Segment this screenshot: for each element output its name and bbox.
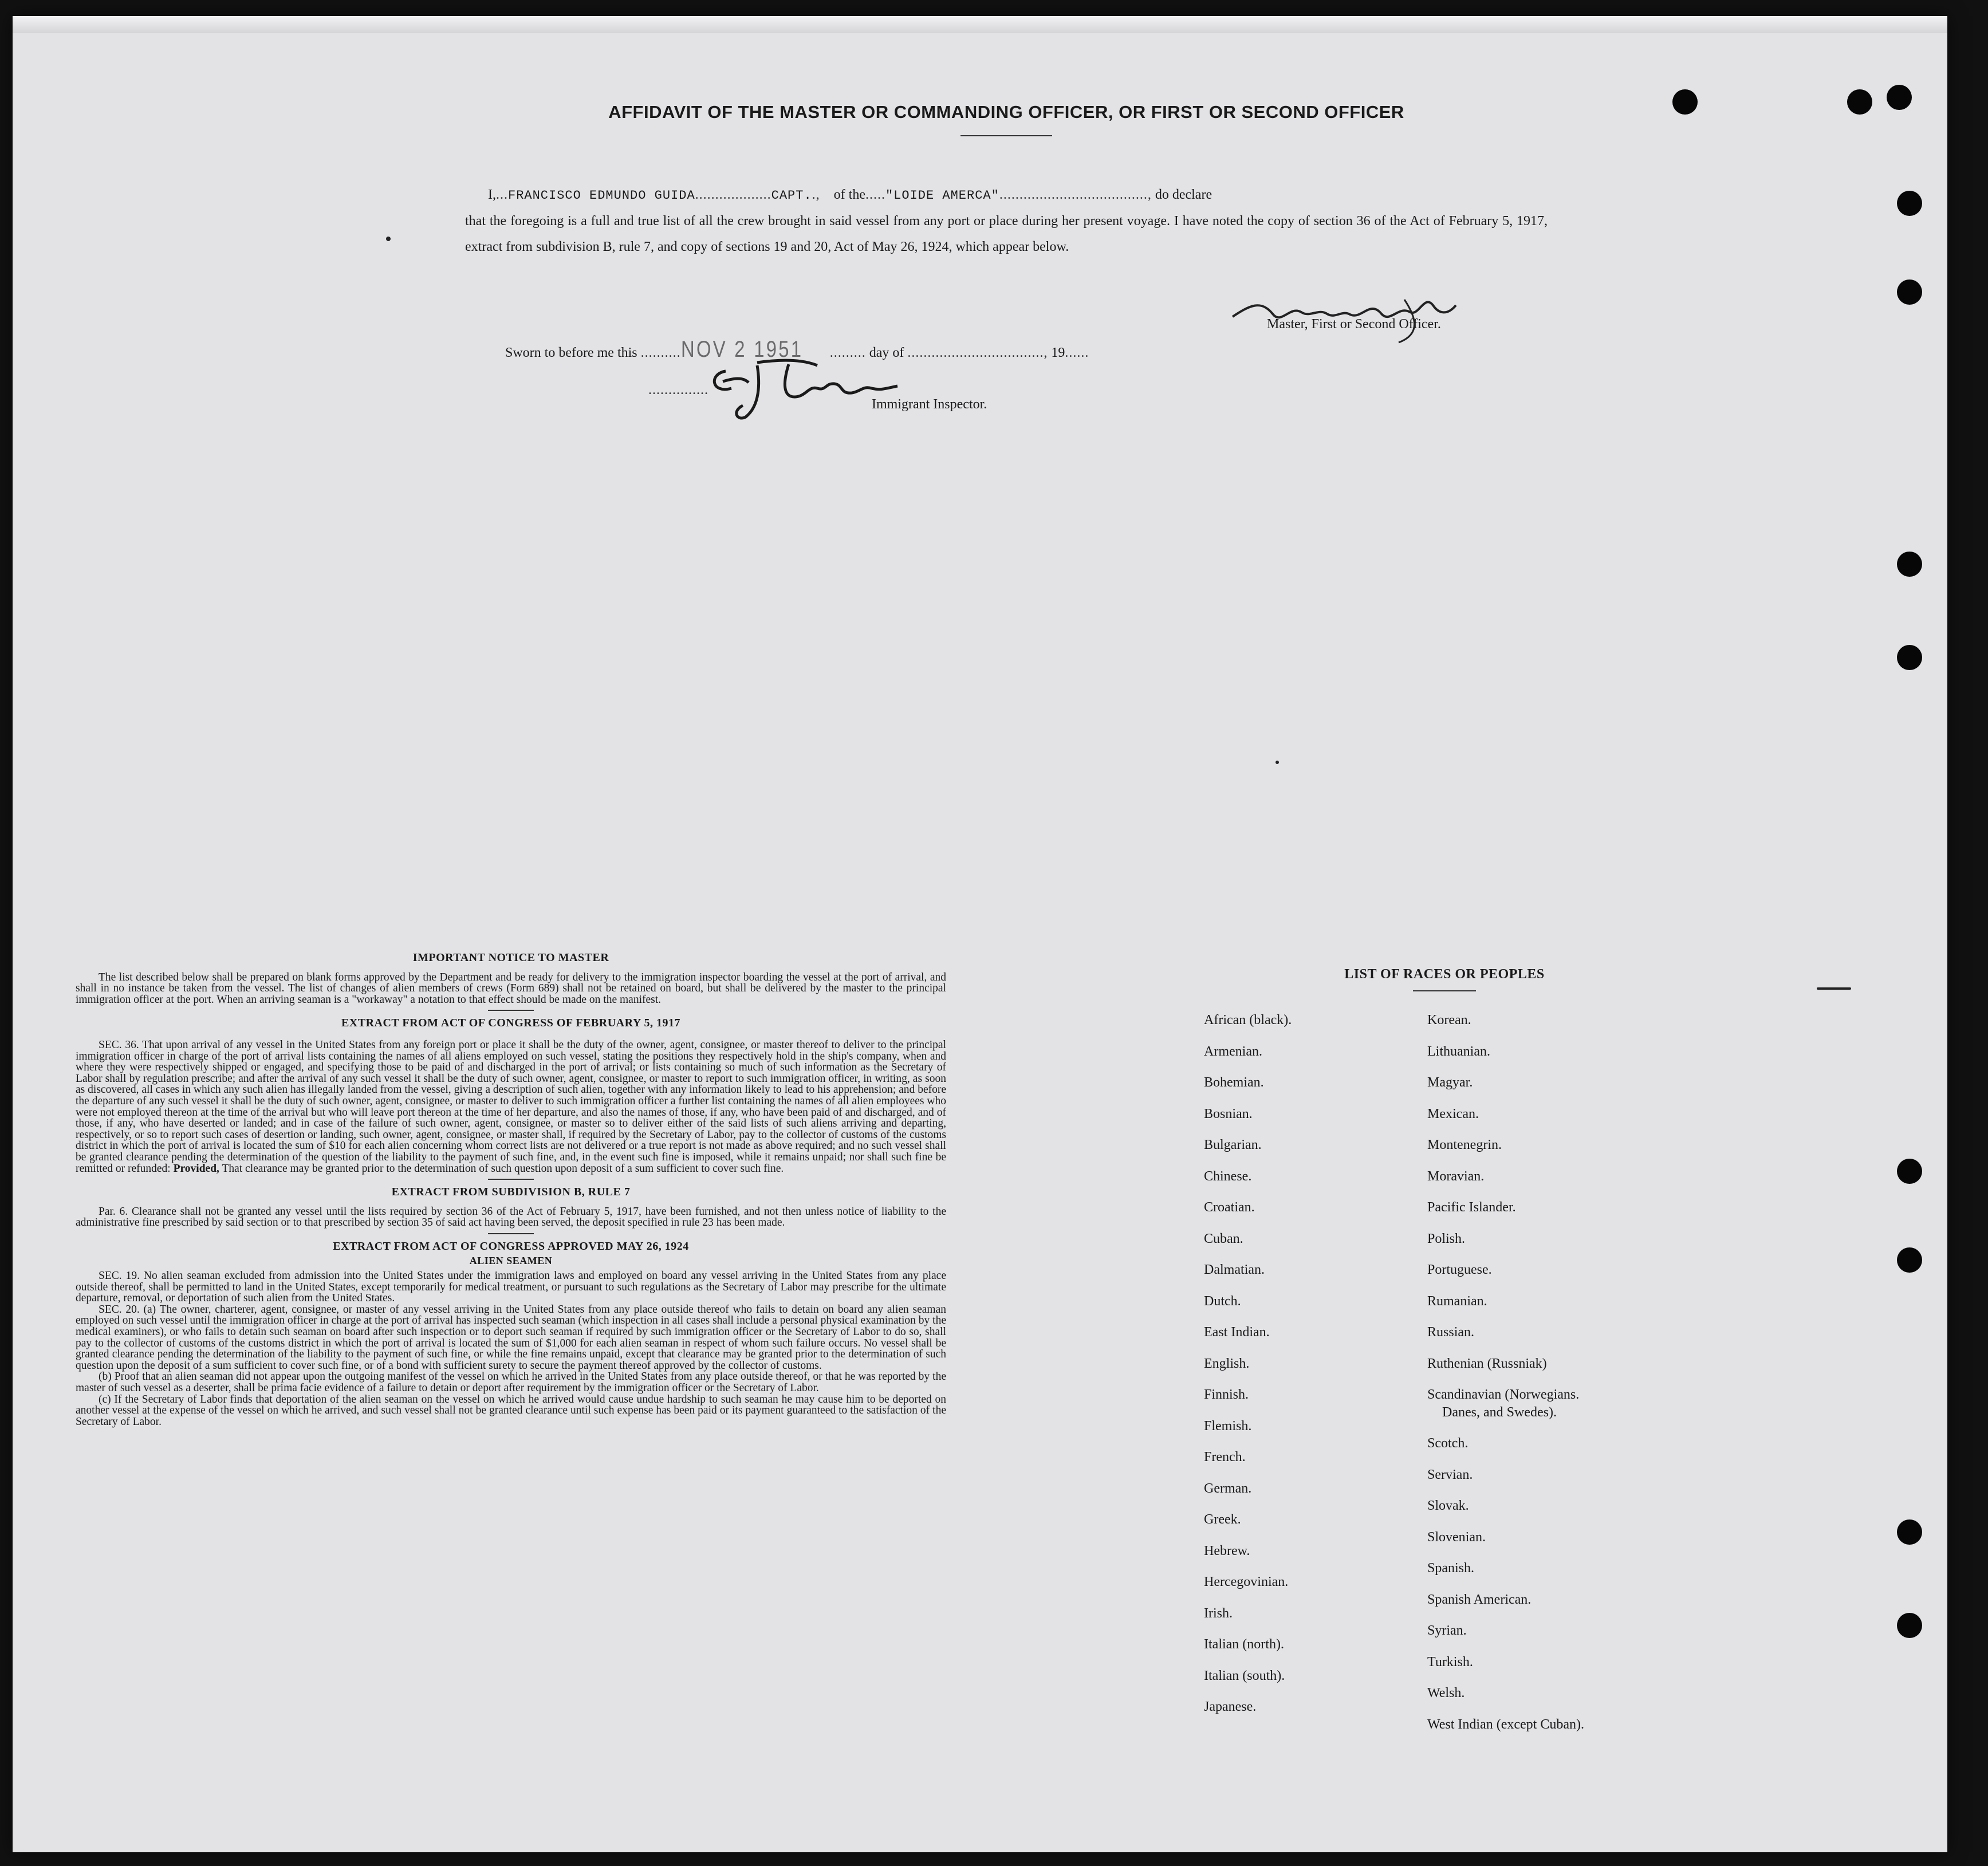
page-top-edge xyxy=(13,16,1947,33)
race-item: Italian (south). xyxy=(1204,1668,1285,1683)
race-item: Bulgarian. xyxy=(1204,1137,1262,1152)
declaration-text: that the foregoing is a full and true list of all the crew brought in said vessel from any port or place during her present voyage. I have noted the copy of section 36 of the Act of February 5, 1917, extract from subdivision B, rule 7, and copy of sections 19 and 20, Act of May 26, 1924, which appear below. xyxy=(465,214,1548,254)
race-item: Montenegrin. xyxy=(1427,1137,1502,1152)
race-item: Scandinavian (Norwegians. xyxy=(1427,1387,1580,1402)
race-item: French. xyxy=(1204,1450,1246,1465)
sec-36-body: SEC. 36. That upon arrival of any vessel in the United States from any foreign port or place it shall be the duty of the owner, agent, consignee, or master thereof to deliver to the principal immigration officer in charge of the port of arrival lists containing the names of all aliens employed on such vessel, stating the positions they respectively hold in the ship's company, when and where they were respectively shipped or engaged, and specifying those to be paid of and discharged in the port of arrival; or lists containing so much of such information as the Secretary of Labor shall by regulation prescribe; and after the arrival of any such vessel it shall be the duty of such owner, agent, consignee, or master to report to such immigration officer, in writing, as soon as discovered, all cases in which any such alien has illegally landed from the vessel, giving a description of such alien, together with any information likely to lead to his apprehension; and before the departure of any such vessel it shall be the duty of such owner, agent, consignee, or master to deliver to such immigration officer a further list containing the names of all alien employees who were not employed thereon at the time of the arrival but who will leave port thereon at the time of her departure, and also the names of those, if any, who have been paid of and discharged, and of those, if any, who have deserted or landed; and in case of the failure of such owner, agent, consignee, or master so to deliver either of the said lists of such aliens arriving and departing, respectively, or so to report such cases of desertion or landing, such owner, agent, consignee, or master shall, if required by the Secretary of Labor, pay to the collector of customs of the customs district in which the port of arrival is located the sum of $10 for each alien concerning whom correct lists are not delivered or a true report is not made as above required; and no such vessel shall be granted clearance pending the determination of the question of the liability to the payment of such fine, and, in the event such fine is imposed, while it remains unpaid; nor shall such fine be remitted or refunded: xyxy=(76,1038,946,1175)
race-item: Portuguese. xyxy=(1427,1262,1492,1277)
punch-hole xyxy=(1672,89,1698,115)
declare-label: do declare xyxy=(1155,187,1213,202)
manifest-page xyxy=(13,16,1947,1852)
race-item: Bohemian. xyxy=(1204,1075,1264,1090)
punch-hole xyxy=(1897,1613,1922,1638)
punch-hole xyxy=(1897,279,1922,305)
race-item: Danes, and Swedes). xyxy=(1442,1404,1557,1420)
race-item: Finnish. xyxy=(1204,1387,1249,1402)
race-item: Servian. xyxy=(1427,1467,1473,1482)
notice-title: IMPORTANT NOTICE TO MASTER xyxy=(412,951,609,964)
notice-section xyxy=(76,952,946,1427)
race-item: Dutch. xyxy=(1204,1293,1241,1309)
race-item: Welsh. xyxy=(1427,1686,1465,1700)
ink-speck xyxy=(1817,987,1851,990)
sec-20c-text: (c) If the Secretary of Labor finds that deportation of the alien seaman on the vessel on which he arrived would cause undue hardship to such seaman he may cause him to be deported on another vessel at the expense of the vessel on which he arrived, and such vessel shall not be granted clearance until such expense has been paid or its payment guaranteed to the satisfaction of the Secretary of Labor. xyxy=(76,1393,946,1428)
affidavit-statement: I,...FRANCISCO EDMUNDO GUIDA...................CAPT.., of the....."LOIDE AMERCA"....................................., do declare that the foregoing is a full and true list of all the crew brought in said vessel from any port or place during her present voyage. I have noted the copy of section 36 of the Act of February 5, 1917, extract from subdivision B, rule 7, and copy of sections 19 and 20, Act of May 26, 1924, which appear below. xyxy=(465,182,1548,260)
races-title-rule xyxy=(1413,990,1476,991)
master-signature xyxy=(1227,282,1467,345)
race-item: German. xyxy=(1204,1481,1252,1496)
races-title: LIST OF RACES OR PEOPLES xyxy=(1344,967,1545,982)
ink-speck xyxy=(1276,761,1279,764)
race-item: Hebrew. xyxy=(1204,1543,1250,1558)
date-stamp: NOV 2 1951 xyxy=(680,337,803,362)
ink-speck xyxy=(386,237,391,241)
race-item: Polish. xyxy=(1427,1231,1466,1246)
race-item: Greek. xyxy=(1204,1512,1241,1527)
day-label: day of xyxy=(869,345,904,360)
sec-20a-text: SEC. 20. (a) The owner, charterer, agent, consignee, or master of any vessel arriving in the United States from any place outside thereof who fails to detain on board any alien seaman employed on such vessel until the immigration officer in charge at the port of arrival has inspected such seaman (which inspection in all cases shall include a personal physical examination by the medical examiners), or who fails to detain such seaman on board after such inspection or to deport such seaman if required by such immigration officer or the Secretary of Labor to do so, shall pay to the collector of customs of the customs district in which the port of arrival is located the sum of $1,000 for each alien seaman in respect of whom such failure occurs. No vessel shall be granted clearance pending the determination of the liability to the payment of such fine, or while the fine remains unpaid, except that clearance may be granted prior to the determination of such question upon the deposit of a sum sufficient to cover such fine, or of a bond with sufficient surety to secure the payment thereof approved by the collector of customs. xyxy=(76,1303,946,1372)
race-item: Chinese. xyxy=(1204,1168,1252,1184)
alien-seamen-heading: ALIEN SEAMEN xyxy=(469,1255,553,1267)
sec-20b-text: (b) Proof that an alien seaman did not appear upon the outgoing manifest of the vessel on which he arrived in the United States from any place outside thereof, or that he was reported by the master of such vessel as a deserter, shall be prima facie evidence of a failure to detain or deport after requirement by the immigration officer or the Secretary of Labor. xyxy=(76,1371,946,1394)
race-item: Korean. xyxy=(1427,1013,1471,1028)
year-label: 19 xyxy=(1051,345,1065,360)
race-item: East Indian. xyxy=(1204,1325,1270,1340)
race-item: African (black). xyxy=(1204,1013,1292,1028)
sec-19-text: SEC. 19. No alien seaman excluded from admission into the United States under the immigration laws and employed on board any vessel arriving in the United States from any place outside thereof, shall be permitted to land in the United States, except temporarily for medical treatment, or pursuant to such regulations as the Secretary of Labor may prescribe for the ultimate departure, removal, or deportation of such alien from the United States. xyxy=(76,1270,946,1305)
extract-1924-title: EXTRACT FROM ACT OF CONGRESS APPROVED MAY 26, 1924 xyxy=(333,1239,689,1253)
affidavit-title: AFFIDAVIT OF THE MASTER OR COMMANDING OFFICER, OR FIRST OR SECOND OFFICER xyxy=(608,102,1404,122)
title-rule xyxy=(960,135,1052,136)
i-label: I, xyxy=(488,187,496,202)
sec-36-end: That clearance may be granted prior to the determination of such question upon deposit of a sum sufficient to cover such fine. xyxy=(222,1162,784,1175)
of-the-label: of the xyxy=(833,187,865,202)
section-rule xyxy=(488,1233,534,1234)
vessel-name: "LOIDE AMERCA" xyxy=(885,188,999,203)
officer-rank: CAPT. xyxy=(771,188,812,203)
race-item: Spanish. xyxy=(1427,1561,1475,1576)
notice-text: The list described below shall be prepared on blank forms approved by the Department and be ready for delivery to the immigration inspector boarding the vessel at the port of arrival, and shall in no instance be taken from the vessel. The list of changes of alien members of crews (Form 689) shall not be retained on board, but shall be delivered by the master to the principal immigration officer at the port. When an arriving seaman is a "workaway" a notation to that effect should be made on the manifest. xyxy=(76,971,946,1006)
sec-36-provided: Provided, xyxy=(173,1162,219,1175)
race-item: Rumanian. xyxy=(1427,1293,1487,1309)
affidavit-section xyxy=(465,102,1548,412)
extract-rule-7-title: EXTRACT FROM SUBDIVISION B, RULE 7 xyxy=(391,1186,631,1199)
race-item: Scotch. xyxy=(1427,1436,1469,1451)
section-rule xyxy=(488,1179,534,1180)
inspector-line: ............... xyxy=(648,383,708,397)
race-item: Flemish. xyxy=(1204,1418,1252,1434)
race-item: Moravian. xyxy=(1427,1168,1485,1184)
punch-hole xyxy=(1897,1247,1922,1273)
race-item: Russian. xyxy=(1427,1325,1475,1340)
race-item: Croatian. xyxy=(1204,1200,1255,1215)
race-item: Dalmatian. xyxy=(1204,1262,1265,1277)
race-item: Bosnian. xyxy=(1204,1106,1253,1121)
race-item: Armenian. xyxy=(1204,1044,1262,1059)
race-item: Cuban. xyxy=(1204,1231,1243,1246)
race-item: Syrian. xyxy=(1427,1623,1467,1638)
race-item: Pacific Islander. xyxy=(1427,1200,1516,1215)
section-rule xyxy=(488,1010,534,1011)
races-section xyxy=(1187,967,1702,1732)
race-item: Magyar. xyxy=(1427,1075,1473,1090)
race-item: Italian (north). xyxy=(1204,1637,1284,1652)
officer-name: FRANCISCO EDMUNDO GUIDA xyxy=(508,188,695,203)
punch-hole xyxy=(1897,645,1922,670)
extract-1917-title: EXTRACT FROM ACT OF CONGRESS OF FEBRUARY 5, 1917 xyxy=(341,1017,681,1030)
race-item: Spanish American. xyxy=(1427,1592,1532,1607)
race-item: Ruthenian (Russniak) xyxy=(1427,1356,1547,1371)
race-item: Slovak. xyxy=(1427,1498,1469,1513)
sworn-label: Sworn to before me this xyxy=(505,345,637,360)
inspector-title: Immigrant Inspector. xyxy=(872,397,987,412)
punch-hole xyxy=(1897,1519,1922,1545)
race-item: Turkish. xyxy=(1427,1654,1473,1670)
race-item: West Indian (except Cuban). xyxy=(1427,1717,1584,1732)
par-6-text: Par. 6. Clearance shall not be granted any vessel until the lists required by section 36 of the Act of February 5, 1917, have been furnished, and not then unless notice of liability to the administrative fine prescribed by said section or to that prescribed by section 35 of said act having been served, the deposit specified in rule 23 has been made. xyxy=(76,1205,946,1229)
sec-36-text xyxy=(76,1040,946,1174)
race-item: English. xyxy=(1204,1356,1250,1371)
race-item: Hercegovinian. xyxy=(1204,1574,1289,1589)
race-item: Irish. xyxy=(1204,1605,1233,1621)
punch-hole xyxy=(1887,85,1912,110)
sworn-line: Sworn to before me this ..........NOV 2 1951 ......... day of .................................., 19...... xyxy=(505,337,1089,362)
master-title: Master, First or Second Officer. xyxy=(1267,317,1441,332)
punch-hole xyxy=(1847,89,1872,115)
punch-hole xyxy=(1897,552,1922,577)
race-item: Slovenian. xyxy=(1427,1529,1486,1545)
punch-hole xyxy=(1897,191,1922,216)
race-item: Japanese. xyxy=(1204,1699,1257,1714)
race-item: Mexican. xyxy=(1427,1106,1479,1121)
race-item: Lithuanian. xyxy=(1427,1044,1490,1059)
punch-hole xyxy=(1897,1159,1922,1184)
